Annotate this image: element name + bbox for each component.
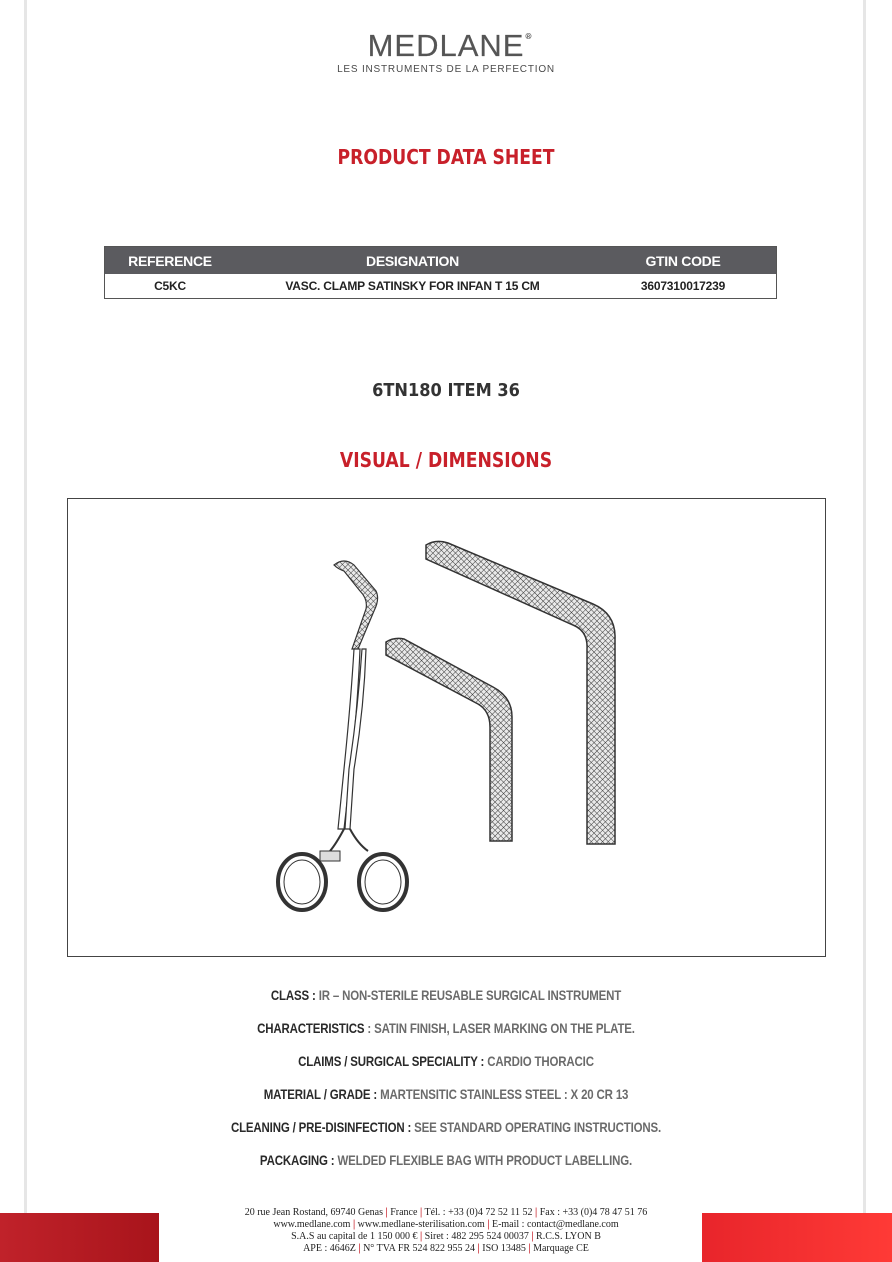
spec-cleaning: CLEANING / PRE-DISINFECTION : SEE STANDARD OPERATING INSTRUCTIONS. bbox=[230, 1119, 662, 1135]
table-row bbox=[105, 274, 777, 299]
cell-gtin: 3607310017239 bbox=[640, 279, 726, 293]
header-reference: REFERENCE bbox=[105, 247, 236, 275]
cell-designation: VASC. CLAMP SATINSKY FOR INFAN T 15 CM bbox=[285, 279, 540, 293]
spec-packaging: PACKAGING : WELDED FLEXIBLE BAG WITH PRODUCT LABELLING. bbox=[259, 1152, 633, 1168]
logo-wordmark: MEDLANE ® bbox=[367, 28, 533, 63]
email-link[interactable]: E-mail : contact@medlane.com bbox=[491, 1219, 619, 1230]
item-title: 6TN180 ITEM 36 bbox=[372, 380, 520, 401]
product-data-sheet-heading: PRODUCT DATA SHEET bbox=[337, 145, 555, 169]
spec-claims: CLAIMS / SURGICAL SPECIALITY : CARDIO THORACIC bbox=[298, 1053, 594, 1069]
reference-table bbox=[104, 246, 777, 299]
header-designation: DESIGNATION bbox=[235, 247, 590, 275]
spec-class: CLASS : IR – NON-STERILE REUSABLE SURGICAL INSTRUMENT bbox=[270, 987, 622, 1003]
cell-reference: C5KC bbox=[154, 279, 186, 293]
visual-dimensions-heading: VISUAL / DIMENSIONS bbox=[339, 448, 553, 472]
logo bbox=[0, 28, 892, 75]
specifications bbox=[0, 984, 892, 1182]
footer-web-line: www.medlane.com | www.medlane-sterilisation.com | E-mail : contact@medlane.com bbox=[273, 1219, 619, 1230]
footer-company-line: S.A.S au capital de 1 150 000 € | Siret : 482 295 524 00037 | R.C.S. LYON B bbox=[291, 1231, 601, 1242]
spec-characteristics: CHARACTERISTICS : SATIN FINISH, LASER MARKING ON THE PLATE. bbox=[257, 1020, 635, 1036]
footer-registration-line: APE : 4646Z | N° TVA FR 524 822 955 24 | ISO 13485 | Marquage CE bbox=[303, 1243, 589, 1254]
logo-tagline: LES INSTRUMENTS DE LA PERFECTION bbox=[337, 64, 555, 75]
spec-material: MATERIAL / GRADE : MARTENSITIC STAINLESS STEEL : X 20 CR 13 bbox=[263, 1086, 629, 1102]
vascular-clamp-illustration-icon bbox=[68, 499, 825, 956]
sterilisation-website-link[interactable]: www.medlane-sterilisation.com bbox=[357, 1219, 485, 1230]
website-link[interactable]: www.medlane.com bbox=[273, 1219, 351, 1230]
footer-address-line: 20 rue Jean Rostand, 69740 Genas | France | Tél. : +33 (0)4 72 52 11 52 | Fax : +33 (0)4 78 47 51 76 bbox=[244, 1207, 648, 1218]
footer bbox=[0, 1207, 892, 1255]
header-gtin: GTIN CODE bbox=[590, 247, 777, 275]
product-visual-frame bbox=[67, 498, 826, 957]
